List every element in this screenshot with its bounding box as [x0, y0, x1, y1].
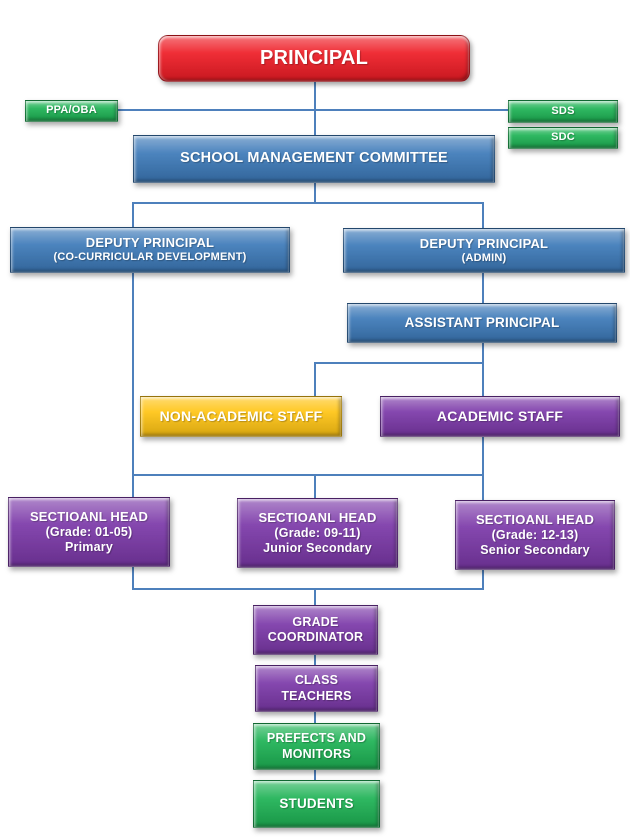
node-prefects-and-monitors	[253, 723, 380, 770]
connector-line	[132, 273, 134, 497]
connector-line	[314, 82, 316, 110]
node-label: COORDINATOR	[267, 630, 364, 644]
node-label: ACADEMIC STAFF	[436, 407, 564, 424]
node-principal	[158, 35, 470, 82]
connector-line	[118, 109, 508, 111]
node-label: PRINCIPAL	[259, 47, 369, 70]
node-label: GRADE	[292, 614, 339, 629]
connector-line	[314, 590, 316, 605]
node-sectional-head-senior	[455, 500, 615, 570]
node-label: MONITORS	[282, 746, 351, 761]
node-section-name: Primary	[65, 539, 113, 554]
connector-line	[314, 362, 484, 364]
connector-line	[132, 202, 484, 204]
connector-line	[314, 183, 316, 203]
node-ppa-oba	[25, 100, 118, 122]
node-label: SECTIOANL HEAD	[258, 509, 377, 525]
node-assistant-principal	[347, 303, 617, 343]
node-grade-range: (Grade: 12-13)	[491, 527, 579, 542]
node-grade-range: (Grade: 09-11)	[274, 525, 361, 540]
connector-line	[132, 204, 134, 227]
connector-line	[482, 204, 484, 228]
node-label: SDC	[551, 131, 575, 144]
connector-line	[314, 110, 316, 135]
node-non-academic-staff	[140, 396, 342, 437]
node-label: STUDENTS	[279, 795, 354, 811]
node-label: DEPUTY PRINCIPAL	[419, 235, 549, 251]
node-grade-range: (Grade: 01-05)	[45, 524, 133, 539]
connector-line	[314, 362, 316, 396]
node-label: SECTIOANL HEAD	[29, 508, 149, 524]
connector-line	[314, 712, 316, 723]
connector-line	[132, 588, 484, 590]
node-label: PPA/OBA	[46, 104, 97, 117]
connector-line	[132, 474, 484, 476]
node-grade-coordinator	[253, 605, 378, 655]
node-label: SDS	[551, 104, 575, 117]
connector-line	[132, 567, 134, 589]
node-label: SCHOOL MANAGEMENT COMMITTEE	[180, 150, 448, 167]
node-sdc	[508, 127, 618, 149]
node-deputy-principal-cocurricular	[10, 227, 290, 273]
node-label: DEPUTY PRINCIPAL	[85, 235, 215, 251]
node-label: ASSISTANT PRINCIPAL	[404, 314, 560, 330]
node-deputy-principal-admin	[343, 228, 625, 273]
node-school-management-committee	[133, 135, 495, 183]
node-sublabel: (CO-CURRICULAR DEVELOPMENT)	[53, 251, 247, 264]
node-academic-staff	[380, 396, 620, 437]
node-sublabel: (ADMIN)	[461, 251, 507, 264]
node-label: TEACHERS	[281, 688, 352, 703]
connector-line	[314, 655, 316, 665]
connector-line	[482, 273, 484, 303]
connector-line	[314, 476, 316, 498]
node-sectional-head-primary	[8, 497, 170, 567]
node-label: CLASS	[294, 673, 339, 688]
node-class-teachers	[255, 665, 378, 712]
connector-line	[482, 570, 484, 589]
node-label: NON-ACADEMIC STAFF	[159, 407, 323, 424]
connector-line	[314, 770, 316, 780]
node-section-name: Junior Secondary	[263, 540, 372, 555]
node-label: PREFECTS AND	[266, 731, 367, 746]
node-section-name: Senior Secondary	[480, 542, 590, 557]
node-sds	[508, 100, 618, 123]
node-sectional-head-junior	[237, 498, 398, 568]
node-students	[253, 780, 380, 828]
node-label: SECTIOANL HEAD	[475, 511, 595, 527]
